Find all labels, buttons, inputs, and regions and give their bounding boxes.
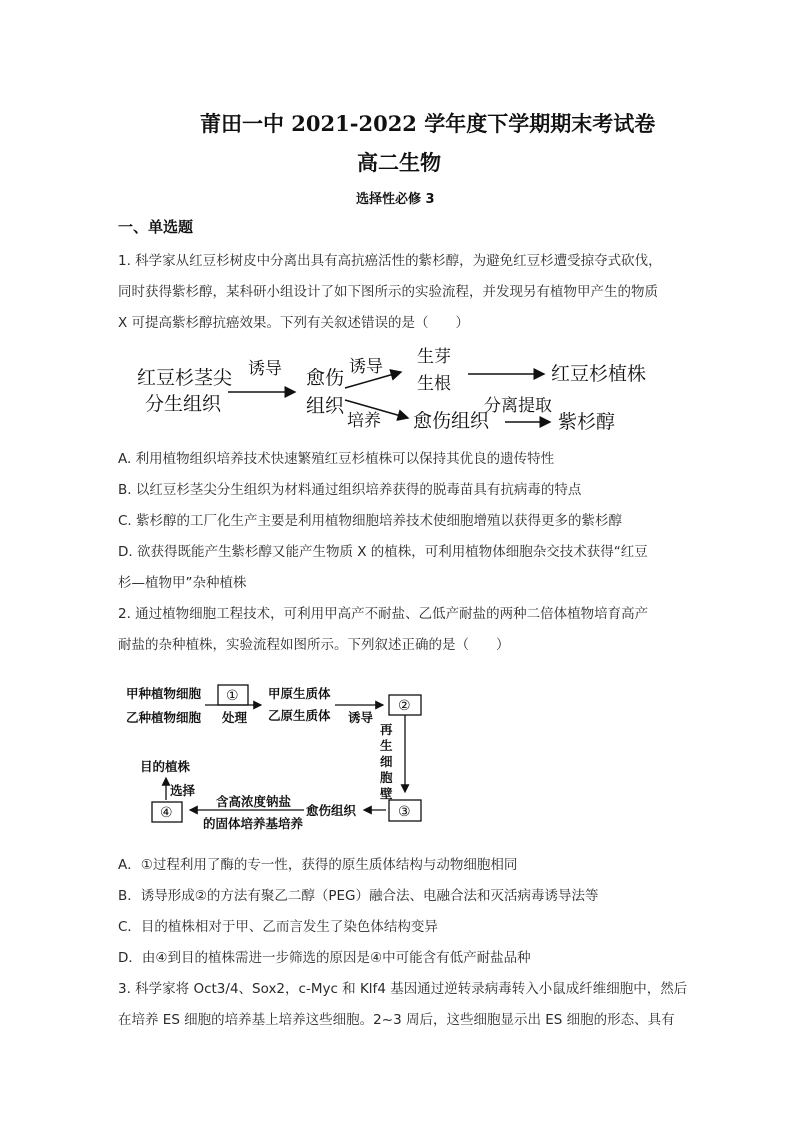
q2-callus-label: 愈伤组织 (306, 803, 357, 818)
q2-option-a: A．①过程利用了酶的专一性，获得的原生质体结构与动物细胞相同 (118, 857, 518, 873)
q1-option-b: B. 以红豆杉茎尖分生组织为材料通过组织培养获得的脱毒苗具有抗病毒的特点 (118, 482, 582, 498)
q1-callus-line1: 愈伤 (306, 367, 345, 389)
q1-stem-line2: 同时获得紫杉醇，某科研小组设计了如下图所示的实验流程，并发现另有植物甲产生的物质 (118, 284, 658, 300)
q1-explant-line1: 红豆杉茎尖 (137, 367, 233, 389)
q2-regen-3: 细 (380, 754, 393, 769)
section-heading: 一、单选题 (118, 218, 194, 236)
q1-plant-label: 红豆杉植株 (551, 363, 647, 385)
q2-step3-label: ③ (398, 804, 411, 820)
q2-medium-line1: 含高浓度钠盐 (216, 794, 292, 809)
q1-extract-label: 分离提取 (484, 396, 552, 416)
page-subtitle: 高二生物 (357, 150, 441, 175)
q1-option-d-line1: D. 欲获得既能产生紫杉醇又能产生物质 X 的植株，可利用植物体细胞杂交技术获得“红豆 (118, 544, 648, 560)
q2-option-c: C．目的植株相对于甲、乙而言发生了染色体结构变异 (118, 919, 438, 935)
page-title: 莆田一中 2021-2022 学年度下学期期末考试卷 (200, 111, 656, 136)
q2-regen-5: 壁 (380, 786, 393, 801)
q2-step2-label: ② (398, 698, 411, 714)
course-label: 选择性必修 3 (356, 192, 435, 207)
q2-treat-label: 处理 (222, 710, 248, 725)
q2-regen-4: 胞 (380, 770, 393, 785)
q1-taxol-label: 紫杉醇 (558, 411, 616, 433)
q2-step1-label: ① (226, 688, 239, 704)
q2-stem-line2: 耐盐的杂种植株，实验流程如图所示。下列叙述正确的是（ ） (118, 637, 510, 653)
q1-callus-tissue-label: 愈伤组织 (413, 410, 490, 432)
q1-culture-label: 培养 (347, 411, 381, 431)
q1-flow-diagram (125, 340, 665, 440)
q2-proto-b: 乙原生质体 (268, 708, 331, 723)
q1-root-label: 生根 (417, 374, 451, 394)
q1-stem-line1: 1. 科学家从红豆杉树皮中分离出具有高抗癌活性的紫杉醇，为避免红豆杉遭受掠夺式砍伐， (118, 253, 662, 269)
q2-regen-1: 再 (380, 722, 393, 737)
q2-option-d: D．由④到目的植株需进一步筛选的原因是④中可能含有低产耐盐品种 (118, 950, 531, 966)
q2-regen-2: 生 (380, 738, 393, 753)
q1-induce-label: 诱导 (248, 359, 282, 379)
q3-stem-line1: 3. 科学家将 Oct3/4、Sox2，c-Myc 和 Klf4 基因通过逆转录病毒转入小鼠成纤维细胞中，然后 (118, 981, 688, 997)
q1-callus-line2: 组织 (306, 395, 345, 417)
q3-stem-line2: 在培养 ES 细胞的培养基上培养这些细胞。2~3 周后，这些细胞显示出 ES 细胞的形态、具有 (118, 1012, 675, 1028)
q1-induce2-label: 诱导 (349, 357, 383, 377)
q1-option-a: A. 利用植物组织培养技术快速繁殖红豆杉植株可以保持其优良的遗传特性 (118, 451, 555, 467)
q1-stem-line3: X 可提高紫杉醇抗癌效果。下列有关叙述错误的是（ ） (118, 315, 470, 331)
q1-explant-line2: 分生组织 (145, 393, 222, 415)
q2-select-label: 选择 (170, 783, 196, 798)
q2-induce-label: 诱导 (348, 710, 374, 725)
q2-flow-diagram (118, 676, 438, 836)
q2-medium-line2: 的固体培养基培养 (203, 816, 304, 831)
q1-option-c: C. 紫杉醇的工厂化生产主要是利用植物细胞培养技术使细胞增殖以获得更多的紫杉醇 (118, 513, 623, 529)
q2-cell-b: 乙种植物细胞 (126, 710, 202, 725)
q2-proto-a: 甲原生质体 (268, 686, 331, 701)
q2-stem-line1: 2. 通过植物细胞工程技术，可利用甲高产不耐盐、乙低产耐盐的两种二倍体植物培育高产 (118, 606, 649, 622)
q2-cell-a: 甲种植物细胞 (126, 686, 202, 701)
q1-shoot-label: 生芽 (417, 347, 451, 367)
q2-option-b: B．诱导形成②的方法有聚乙二醇（PEG）融合法、电融合法和灭活病毒诱导法等 (118, 888, 599, 904)
q2-target-label: 目的植株 (140, 759, 191, 774)
q1-option-d-line2: 杉—植物甲”杂种植株 (118, 575, 247, 591)
q2-step4-label: ④ (160, 805, 173, 821)
